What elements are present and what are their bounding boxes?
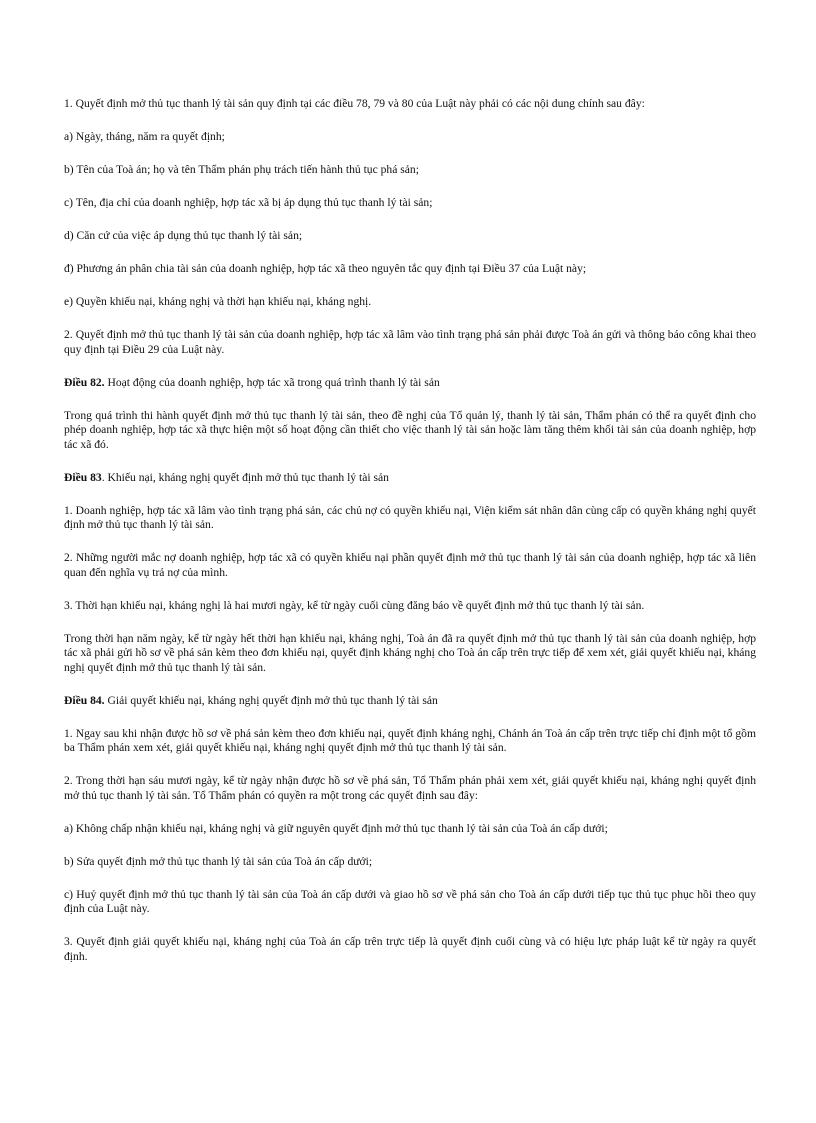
paragraph: 1. Quyết định mở thủ tục thanh lý tài sản quy định tại các điều 78, 79 và 80 của Luật này phải có các nội dung chính sau đây: — [64, 97, 645, 110]
paragraph: a) Ngày, tháng, năm ra quyết định; — [64, 130, 225, 143]
paragraph: đ) Phương án phân chia tài sản của doanh nghiệp, hợp tác xã theo nguyên tắc quy định tại Điều 37 của Luật này; — [64, 262, 587, 275]
article-number: Điều 83 — [64, 470, 102, 484]
article-heading — [64, 471, 756, 486]
paragraph: 3. Quyết định giải quyết khiếu nại, kháng nghị của Toà án cấp trên trực tiếp là quyết định cuối cùng và có hiệu lực pháp luật kể từ ngày ra quyết định. — [64, 935, 756, 963]
paragraph: b) Tên của Toà án; họ và tên Thẩm phán phụ trách tiến hành thủ tục phá sản; — [64, 163, 419, 176]
paragraph: e) Quyền khiếu nại, kháng nghị và thời hạn khiếu nại, kháng nghị. — [64, 295, 372, 308]
paragraph: 1. Doanh nghiệp, hợp tác xã lâm vào tình trạng phá sản, các chủ nợ có quyền khiếu nại, Viện kiểm sát nhân dân cùng cấp có quyền kháng nghị quyết định mở thủ tục thanh lý tài sản. — [64, 503, 756, 531]
paragraph: 2. Những người mắc nợ doanh nghiệp, hợp tác xã có quyền khiếu nại phần quyết định mở thủ tục thanh lý tài sản của doanh nghiệp, hợp tác xã liên quan đến nghĩa vụ trả nợ của mình. — [64, 551, 756, 579]
article-heading — [64, 376, 756, 391]
paragraph: d) Căn cứ của việc áp dụng thủ tục thanh lý tài sản; — [64, 229, 303, 242]
paragraph: c) Huỷ quyết định mở thủ tục thanh lý tài sản của Toà án cấp dưới và giao hồ sơ về phá sản cho Toà án cấp dưới tiếp tục thủ tục phục hồi theo quy định của Luật này. — [64, 887, 756, 915]
article-title: . Khiếu nại, kháng nghị quyết định mở thủ tục thanh lý tài sản — [101, 470, 389, 484]
paragraph: Trong quá trình thi hành quyết định mở thủ tục thanh lý tài sản, theo đề nghị của Tổ quản lý, thanh lý tài sản, Thẩm phán có thể ra quyết định cho phép doanh nghiệp, hợp tác xã thực hiện một số hoạt động cần thiết cho việc thanh lý tài sản hoặc làm tăng thêm khối tài sản của doanh nghiệp, hợp tác xã đó. — [64, 408, 756, 451]
paragraph: 1. Ngay sau khi nhận được hồ sơ về phá sản kèm theo đơn khiếu nại, quyết định kháng nghị, Chánh án Toà án cấp trên trực tiếp chỉ định một tổ gồm ba Thẩm phán xem xét, giải quyết khiếu nại, kháng nghị quyết định mở thủ tục thanh lý tài sản. — [64, 726, 756, 754]
article-title: Giải quyết khiếu nại, kháng nghị quyết định mở thủ tục thanh lý tài sản — [104, 693, 438, 707]
paragraph: 2. Quyết định mở thủ tục thanh lý tài sản của doanh nghiệp, hợp tác xã lâm vào tình trạng phá sản phải được Toà án gửi và thông báo công khai theo quy định tại Điều 29 của Luật này. — [64, 328, 756, 356]
article-number: Điều 82. — [64, 375, 105, 389]
paragraph: b) Sửa quyết định mở thủ tục thanh lý tài sản của Toà án cấp dưới; — [64, 854, 373, 868]
paragraph: a) Không chấp nhận khiếu nại, kháng nghị và giữ nguyên quyết định mở thủ tục thanh lý tài sản của Toà án cấp dưới; — [64, 821, 608, 835]
article-number: Điều 84. — [64, 693, 105, 707]
article-title: Hoạt động của doanh nghiệp, hợp tác xã trong quá trình thanh lý tài sản — [104, 375, 440, 389]
paragraph: 2. Trong thời hạn sáu mươi ngày, kể từ ngày nhận được hồ sơ về phá sản, Tổ Thẩm phán phải xem xét, giải quyết khiếu nại, kháng nghị quyết định mở thủ tục thanh lý tài sản. Tổ Thẩm phán có quyền ra một trong các quyết định sau đây: — [64, 774, 756, 802]
paragraph: Trong thời hạn năm ngày, kể từ ngày hết thời hạn khiếu nại, kháng nghị, Toà án đã ra quyết định mở thủ tục thanh lý tài sản của doanh nghiệp, hợp tác xã phải gửi hồ sơ về phá sản kèm theo đơn khiếu nại, quyết định kháng nghị cho Toà án cấp trên trực tiếp để xem xét, giải quyết khiếu nại, kháng nghị quyết định mở thủ tục thanh lý tài sản. — [64, 631, 756, 674]
document-body — [64, 97, 756, 983]
paragraph: c) Tên, địa chỉ của doanh nghiệp, hợp tác xã bị áp dụng thủ tục thanh lý tài sản; — [64, 196, 433, 209]
article-heading — [64, 694, 756, 709]
paragraph: 3. Thời hạn khiếu nại, kháng nghị là hai mươi ngày, kể từ ngày cuối cùng đăng báo về quyết định mở thủ tục thanh lý tài sản. — [64, 598, 645, 612]
